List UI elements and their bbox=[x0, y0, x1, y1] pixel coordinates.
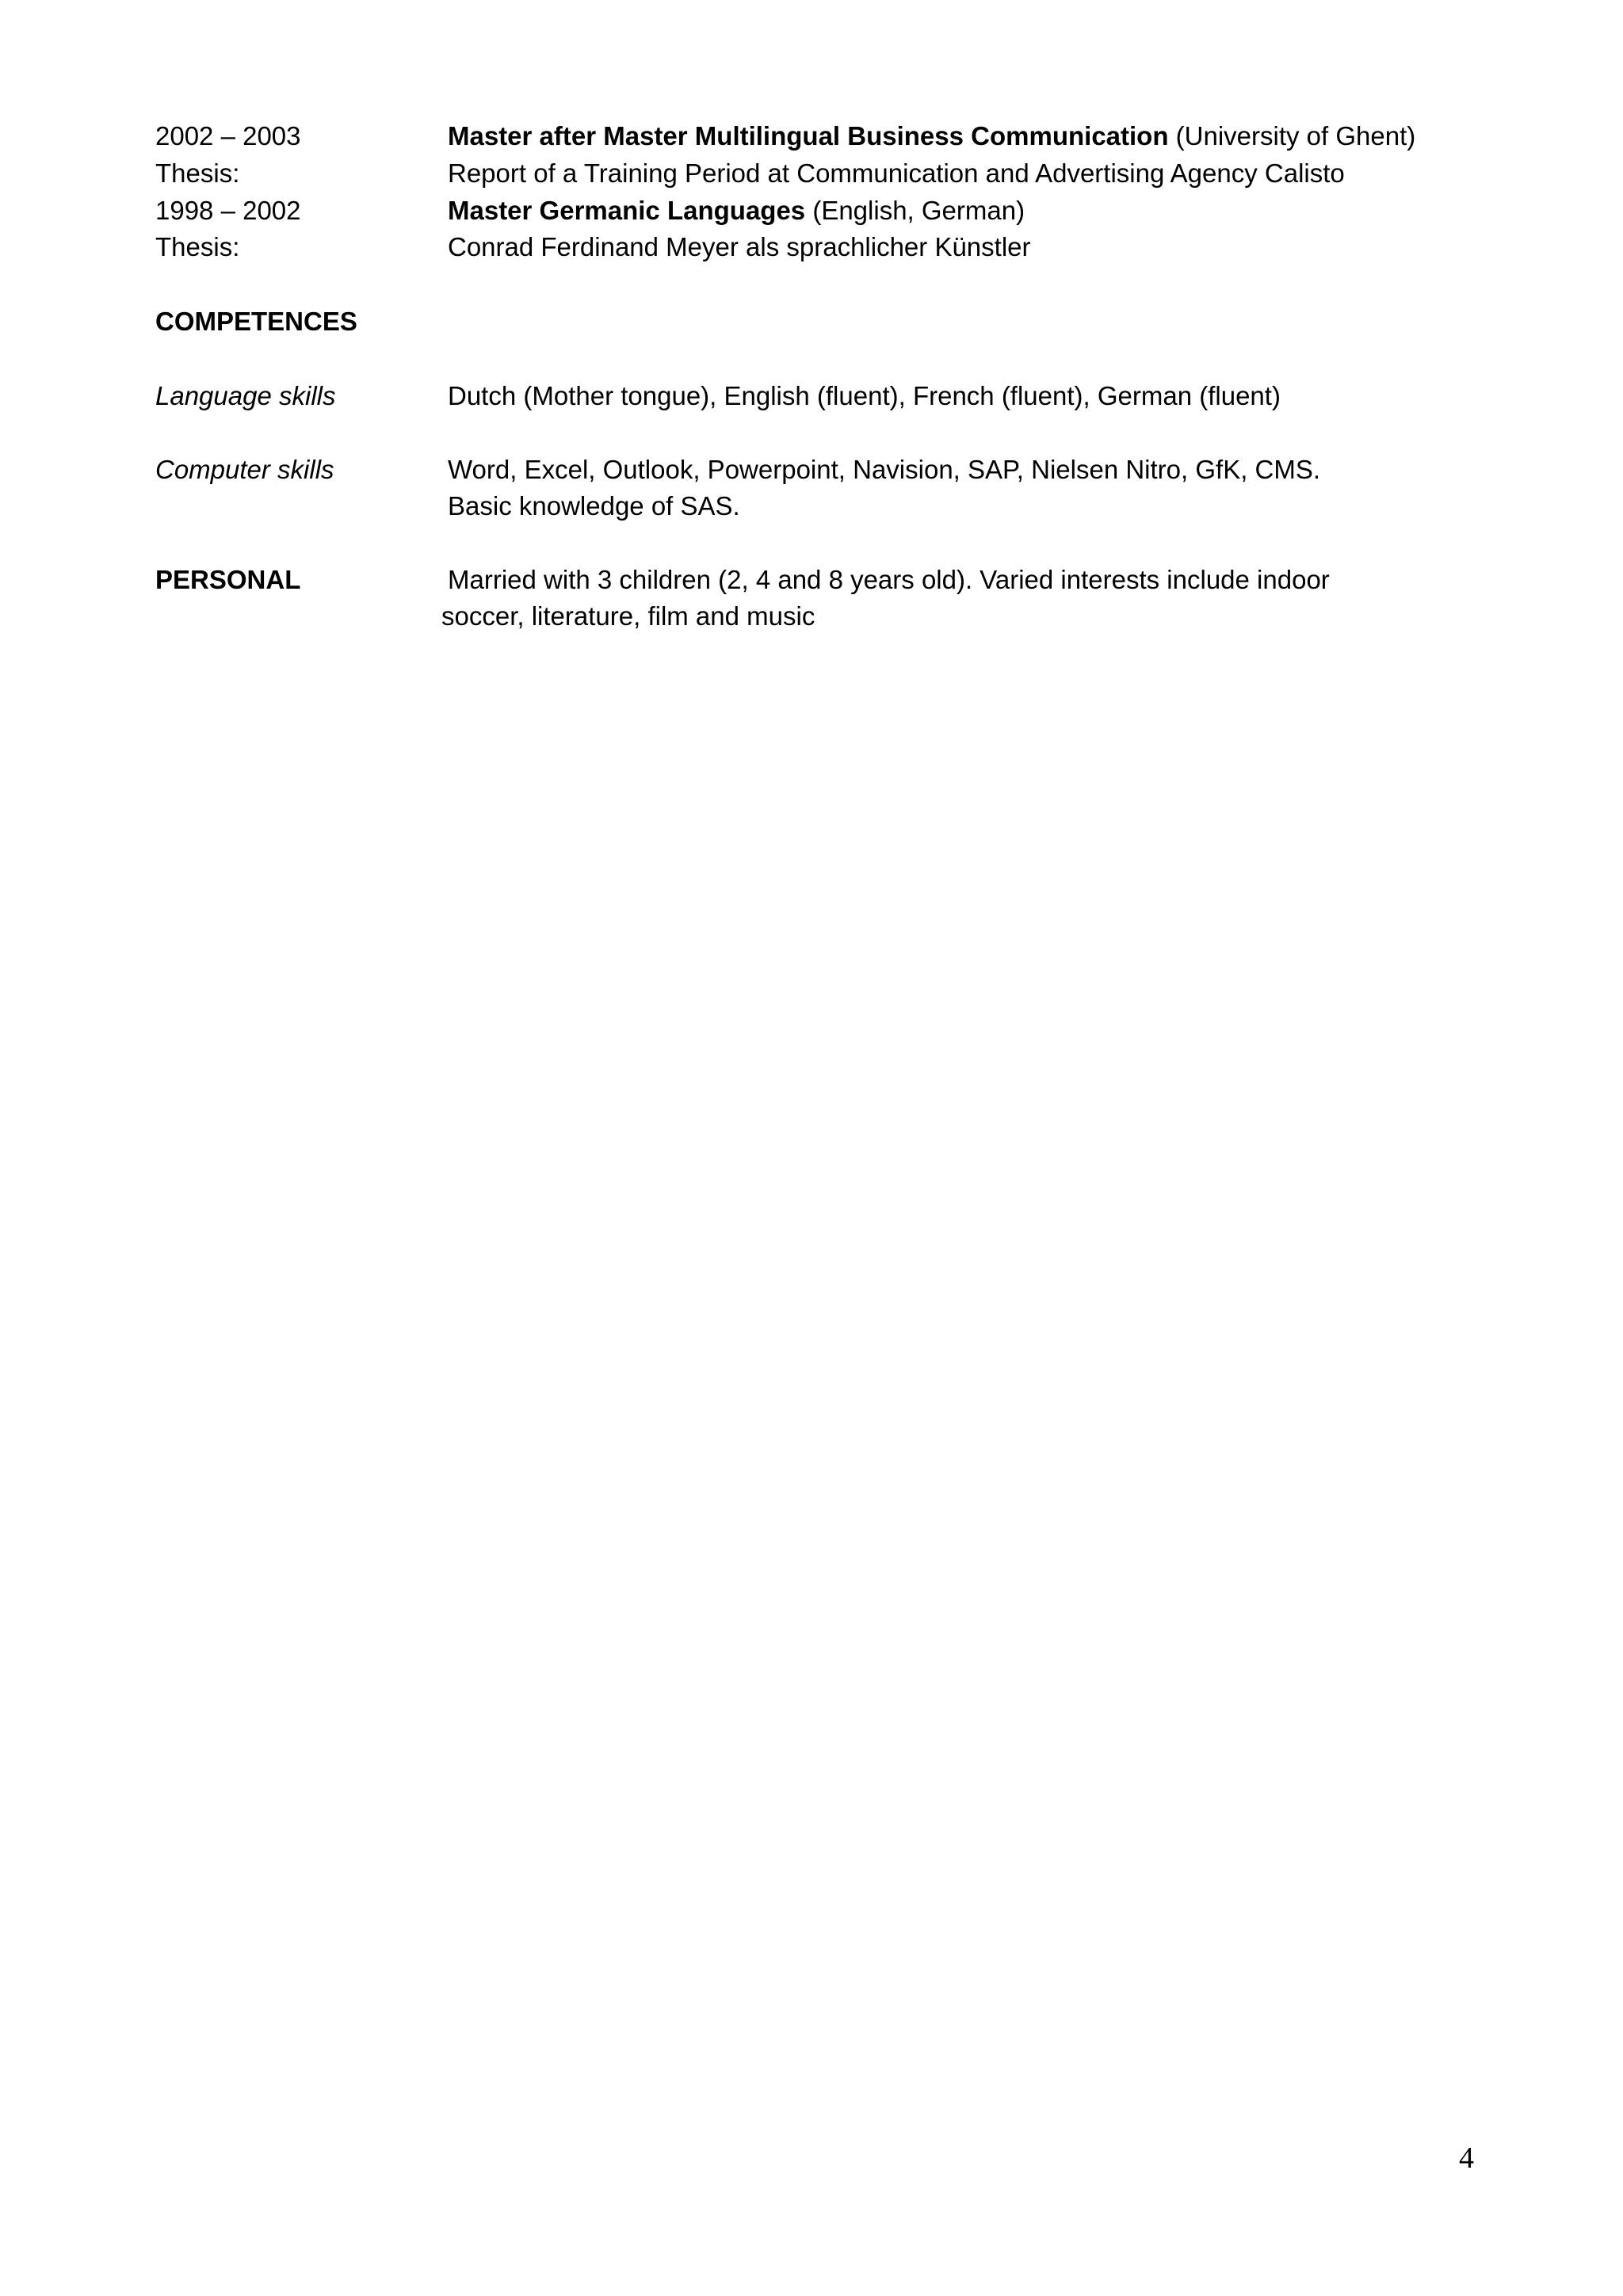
computer-skills-value-1: Word, Excel, Outlook, Powerpoint, Navision, SAP, Nielsen Nitro, GfK, CMS. bbox=[448, 455, 1321, 484]
education-entry-1 bbox=[448, 117, 1415, 154]
language-skills-value: Dutch (Mother tongue), English (fluent), French (fluent), German (fluent) bbox=[448, 381, 1281, 410]
education-detail-1: (University of Ghent) bbox=[1168, 121, 1416, 151]
personal-text-line-1: Married with 3 children (2, 4 and 8 years old). Varied interests include indoor bbox=[448, 565, 1330, 594]
computer-skills-label: Computer skills bbox=[155, 455, 334, 484]
language-skills-label: Language skills bbox=[155, 381, 336, 410]
competences-heading: COMPETENCES bbox=[155, 307, 357, 336]
education-degree-1: Master after Master Multilingual Business Communication bbox=[448, 121, 1169, 151]
thesis-title-1: Report of a Training Period at Communication and Advertising Agency Calisto bbox=[448, 158, 1345, 188]
education-years-2: 1998 – 2002 bbox=[155, 196, 301, 225]
education-years-1: 2002 – 2003 bbox=[155, 121, 301, 151]
education-entry-2 bbox=[448, 192, 1025, 229]
education-degree-2: Master Germanic Languages bbox=[448, 196, 806, 225]
personal-heading: PERSONAL bbox=[155, 565, 301, 594]
education-detail-2: (English, German) bbox=[805, 196, 1025, 225]
computer-skills-value-2: Basic knowledge of SAS. bbox=[448, 491, 740, 521]
page-number: 4 bbox=[1459, 2142, 1474, 2175]
thesis-label-1: Thesis: bbox=[155, 158, 240, 188]
personal-text-line-2: soccer, literature, film and music bbox=[441, 601, 815, 631]
thesis-title-2: Conrad Ferdinand Meyer als sprachlicher Künstler bbox=[448, 232, 1031, 261]
thesis-label-2: Thesis: bbox=[155, 232, 240, 261]
